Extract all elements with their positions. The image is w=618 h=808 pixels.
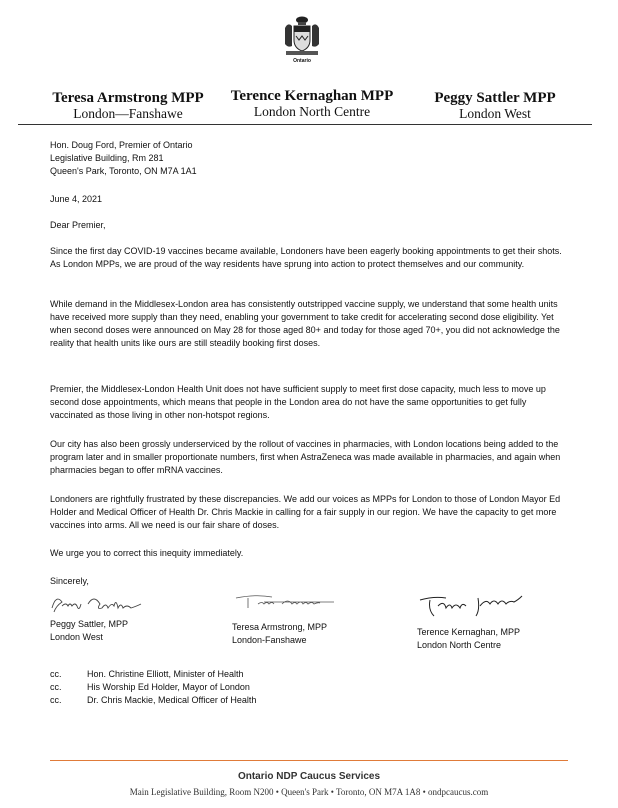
- body-paragraph: Londoners are rightfully frustrated by these discrepancies. We add our voices as MPPs for London to those of London Mayor Ed Holder and Medical Officer of Health Dr. Chris Mackie in calling for a fair supply in our region. We have the capacity to get more vaccines into arms. All we need is our fair share of doses.: [50, 494, 561, 530]
- salutation: Dear Premier,: [50, 220, 106, 230]
- signature-sattler: [48, 590, 158, 618]
- footer-divider: [50, 760, 568, 761]
- signatory-name: Terence Kernaghan, MPP: [417, 627, 521, 637]
- letter-date: June 4, 2021: [50, 194, 103, 204]
- recipient-address: [50, 139, 197, 178]
- recipient-line: Hon. Doug Ford, Premier of Ontario: [50, 140, 193, 150]
- signatory-block-sattler: [50, 618, 128, 644]
- cc-label: cc.: [50, 669, 62, 679]
- signatory-riding: London North Centre: [417, 640, 502, 650]
- signatory-name: Peggy Sattler, MPP: [50, 619, 129, 629]
- cc-row: [50, 681, 250, 694]
- body-paragraph: Since the first day COVID-19 vaccines became available, Londoners have been eagerly booking appointments to get their shots. As London MPPs, we are proud of the way residents have sprung into action to protect themselves and our community.: [50, 246, 562, 269]
- cc-row: [50, 668, 244, 681]
- signature-kernaghan: [418, 592, 528, 620]
- mpp-block-armstrong: [38, 90, 218, 121]
- signature-armstrong: [234, 592, 344, 614]
- mpp-name: Peggy Sattler MPP: [434, 90, 556, 106]
- mpp-riding: London—Fanshawe: [73, 106, 183, 121]
- mpp-riding: London North Centre: [253, 104, 371, 119]
- recipient-line: Legislative Building, Rm 281: [50, 153, 164, 163]
- body-paragraph: Our city has also been grossly underserviced by the rollout of vaccines in pharmacies, with London locations being added to the program later and in smaller proportionate numbers, first when AstraZeneca was made available in pharmacies, and again when pharmacies began to offer mRNA vaccines.: [50, 439, 561, 475]
- signatory-riding: London West: [50, 632, 103, 642]
- signatory-riding: London-Fanshawe: [232, 635, 307, 645]
- mpp-riding: London West: [459, 106, 531, 121]
- cc-row: [50, 694, 256, 707]
- body-paragraph: While demand in the Middlesex-London area has consistently outstripped vaccine supply, we understand that some health units have received more supply than they need, enabling your government to take credit for accelerating second dose eligibility. Yet when second doses were announced on May 28 for those aged 80+ and today for those aged 70+, you did not acknowledge the reality that health units like ours are still steadily booking first doses.: [50, 299, 560, 348]
- cc-label: cc.: [50, 695, 62, 705]
- mpp-block-sattler: [405, 90, 585, 121]
- recipient-line: Queen's Park, Toronto, ON M7A 1A1: [50, 166, 197, 176]
- signatory-block-armstrong: [232, 621, 327, 647]
- body-paragraph: We urge you to correct this inequity immediately.: [50, 548, 244, 558]
- cc-label: cc.: [50, 682, 62, 692]
- mpp-block-kernaghan: [222, 88, 402, 119]
- crest-caption: Ontario: [293, 58, 311, 64]
- cc-text: Hon. Christine Elliott, Minister of Health: [87, 669, 244, 679]
- body-paragraph: Premier, the Middlesex-London Health Unit does not have sufficient supply to meet first dose capacity, much less to move up second dose appointments, which means that people in the London area do not have the same opportunities to get fully vaccinated as those living in other non-hotspot regions.: [50, 384, 546, 420]
- mpp-name: Teresa Armstrong MPP: [52, 90, 204, 106]
- signatory-block-kernaghan: [417, 626, 520, 652]
- footer-title: Ontario NDP Caucus Services: [237, 771, 381, 782]
- footer-address: Main Legislative Building, Room N200 • Queen's Park • Toronto, ON M7A 1A8 • ondpcaucus.com: [129, 787, 489, 797]
- signatory-name: Teresa Armstrong, MPP: [232, 622, 328, 632]
- cc-text: Dr. Chris Mackie, Medical Officer of Health: [87, 695, 257, 705]
- closing: Sincerely,: [50, 576, 89, 586]
- mpp-name: Terence Kernaghan MPP: [230, 88, 394, 104]
- cc-text: His Worship Ed Holder, Mayor of London: [87, 682, 250, 692]
- header-divider: [18, 124, 592, 125]
